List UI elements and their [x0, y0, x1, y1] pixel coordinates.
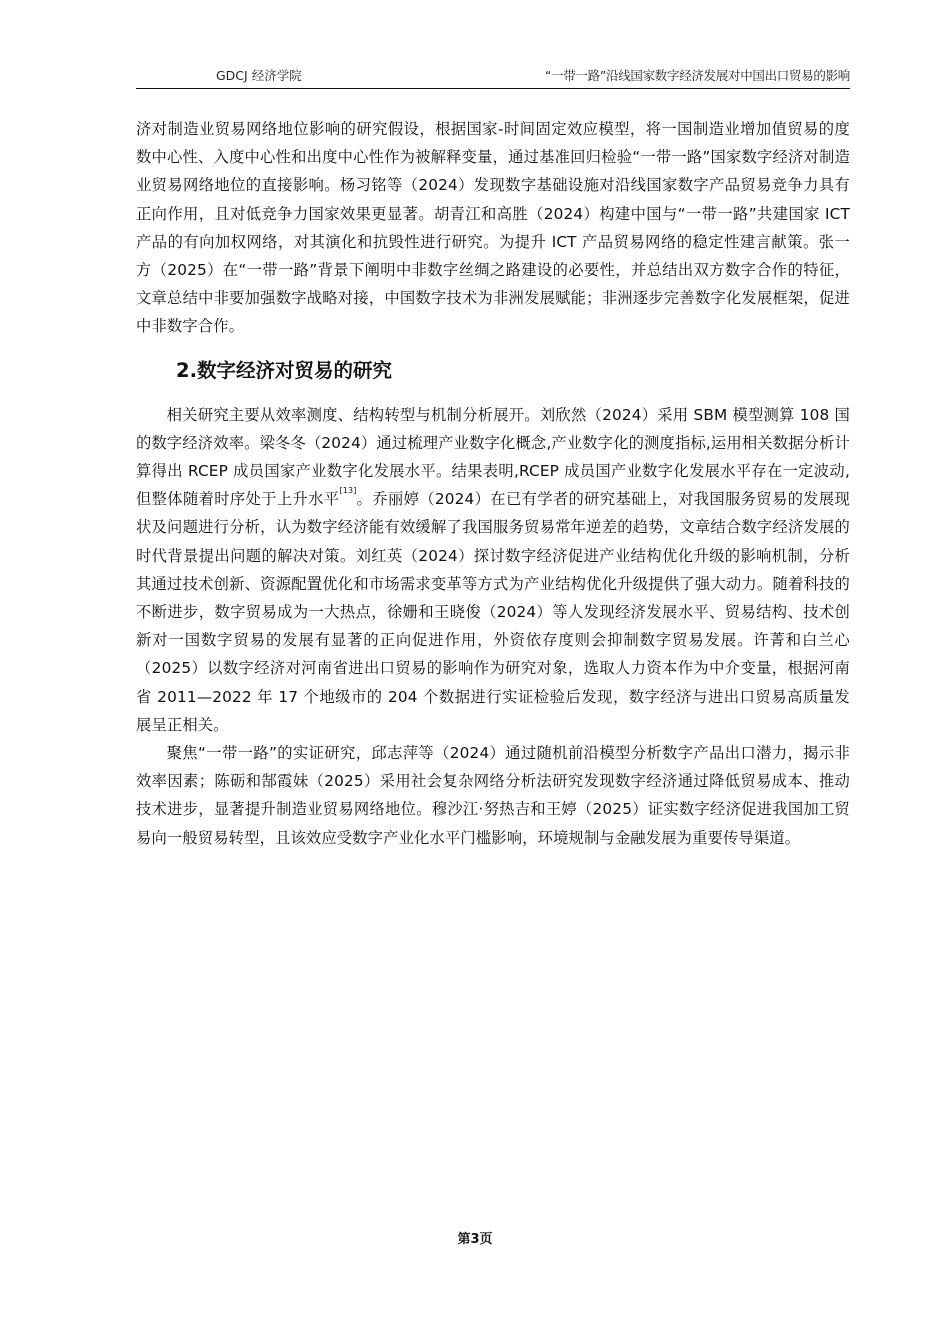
header-paper-title: “一带一路”沿线国家数字经济发展对中国出口贸易的影响: [544, 68, 850, 83]
paragraph-text-part-2: 。乔丽婷（2024）在已有学者的研究基础上，对我国服务贸易的发展现状及问题进行分析，认为数字经济能有效缓解了我国服务贸易常年逆差的趋势，文章结合数字经济发展的时代背景提出问题的解决对策。刘红英（2024）探讨数字经济促进产业结构优化升级的影响机制，分析其通过技术创新、资源配置优化和市场需求变革等方式为产业结构优化升级提供了强大动力。随着科技的不断进步，数字贸易成为一大热点，徐姗和王晓俊（2024）等人发现经济发展水平、贸易结构、技术创新对一国数字贸易的发展有显著的正向促进作用，外资依存度则会抑制数字贸易发展。许菁和白兰心（2025）以数字经济对河南省进出口贸易的影响作为研究对象，选取人力资本作为中介变量，根据河南省 2011—2022 年 17 个地级市的 204 个数据进行实证检验后发现，数字经济与进出口贸易高质量发展呈正相关。: [136, 490, 850, 734]
page-header: [136, 66, 850, 86]
paragraph-text-part-1: 相关研究主要从效率测度、结构转型与机制分析展开。刘欣然（2024）采用 SBM 模型测算 108 国的数字经济效率。梁冬冬（2024）通过梳理产业数字化概念,产业数字化的测度指标,运用相关数据分析计算得出 RCEP 成员国家产业数字化发展水平。结果表明,RCEP 成员国产业数字化发展水平存在一定波动,但整体随着时序处于上升水平: [136, 405, 850, 509]
paragraph-belt-and-road: 聚焦“一带一路”的实证研究，邱志萍等（2024）通过随机前沿模型分析数字产品出口潜力，揭示非效率因素；陈砺和郜霞妹（2025）采用社会复杂网络分析法研究发现数字经济通过降低贸易成本、推动技术进步，显著提升制造业贸易网络地位。穆沙江·努热吉和王婷（2025）证实数字经济促进我国加工贸易向一般贸易转型，且该效应受数字产业化水平门槛影响，环境规制与金融发展为重要传导渠道。: [136, 744, 850, 847]
section-heading: 2.数字经济对贸易的研究: [176, 358, 392, 382]
paragraph-continued: 济对制造业贸易网络地位影响的研究假设，根据国家-时间固定效应模型，将一国制造业增加值贸易的度数中心性、入度中心性和出度中心性作为被解释变量，通过基准回归检验“一带一路”国家数字经济对制造业贸易网络地位的直接影响。杨习铭等（2024）发现数字基础设施对沿线国家数字产品贸易竞争力具有正向作用，且对低竞争力国家效果更显著。胡青江和高胜（2024）构建中国与“一带一路”共建国家 ICT 产品的有向加权网络，对其演化和抗毁性进行研究。为提升 ICT 产品贸易网络的稳定性建言献策。张一方（2025）在“一带一路”背景下阐明中非数字丝绸之路建设的必要性，并总结出双方数字合作的特征，文章总结中非要加强数字战略对接，中国数字技术为非洲发展赋能；非洲逐步完善数字化发展框架，促进中非数字合作。: [136, 120, 850, 336]
page-body: [136, 115, 850, 852]
paragraph-digital-economy-trade: [136, 401, 850, 739]
header-divider: [136, 88, 850, 89]
citation-superscript: [13]: [339, 486, 357, 496]
header-school-name: GDCJ 经济学院: [216, 68, 302, 83]
page-number: 第3页: [457, 1232, 493, 1247]
